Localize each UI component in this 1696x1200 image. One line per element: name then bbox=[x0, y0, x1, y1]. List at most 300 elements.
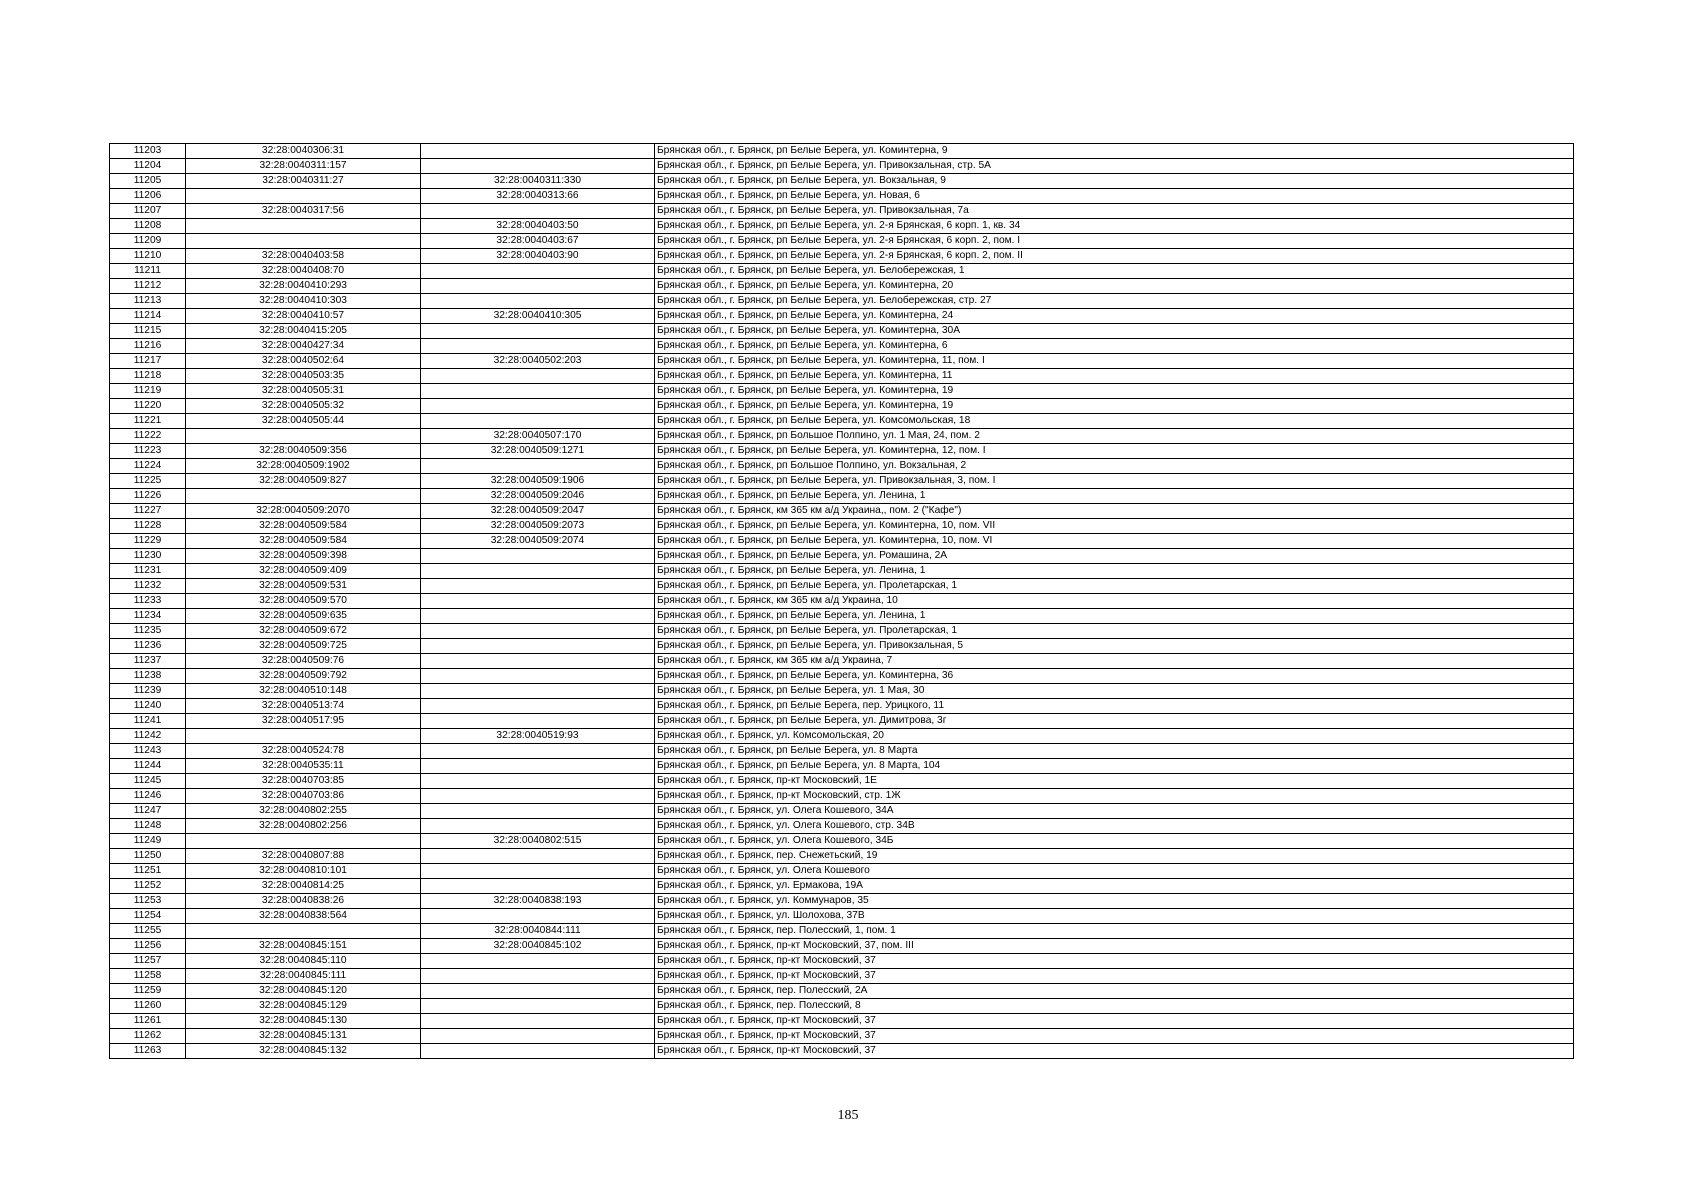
object-cadastral-number-cell bbox=[421, 204, 655, 219]
address-cell: Брянская обл., г. Брянск, рп Большое Полпино, ул. 1 Мая, 24, пом. 2 bbox=[655, 429, 1574, 444]
land-cadastral-number-cell: 32:28:0040845:130 bbox=[186, 1014, 421, 1029]
land-cadastral-number-cell: 32:28:0040535:11 bbox=[186, 759, 421, 774]
land-cadastral-number-cell: 32:28:0040814:25 bbox=[186, 879, 421, 894]
object-cadastral-number-cell: 32:28:0040509:1906 bbox=[421, 474, 655, 489]
object-cadastral-number-cell bbox=[421, 324, 655, 339]
object-cadastral-number-cell bbox=[421, 144, 655, 159]
address-cell: Брянская обл., г. Брянск, пр-кт Московский, 37 bbox=[655, 1044, 1574, 1059]
object-cadastral-number-cell: 32:28:0040802:515 bbox=[421, 834, 655, 849]
table-row bbox=[110, 849, 1574, 864]
row-number-cell: 11229 bbox=[110, 534, 186, 549]
table-row bbox=[110, 909, 1574, 924]
table-row bbox=[110, 324, 1574, 339]
object-cadastral-number-cell bbox=[421, 759, 655, 774]
address-cell: Брянская обл., г. Брянск, км 365 км а/д Украина,, пом. 2 ("Кафе") bbox=[655, 504, 1574, 519]
row-number-cell: 11239 bbox=[110, 684, 186, 699]
table-row bbox=[110, 309, 1574, 324]
address-cell: Брянская обл., г. Брянск, рп Белые Берега, ул. Ленина, 1 bbox=[655, 489, 1574, 504]
address-cell: Брянская обл., г. Брянск, пр-кт Московский, 37 bbox=[655, 969, 1574, 984]
address-cell: Брянская обл., г. Брянск, пр-кт Московский, 37 bbox=[655, 954, 1574, 969]
row-number-cell: 11225 bbox=[110, 474, 186, 489]
address-cell: Брянская обл., г. Брянск, рп Белые Берега, ул. 8 Марта, 104 bbox=[655, 759, 1574, 774]
object-cadastral-number-cell bbox=[421, 909, 655, 924]
land-cadastral-number-cell: 32:28:0040845:132 bbox=[186, 1044, 421, 1059]
object-cadastral-number-cell bbox=[421, 624, 655, 639]
address-cell: Брянская обл., г. Брянск, ул. Олега Кошевого, 34Б bbox=[655, 834, 1574, 849]
land-cadastral-number-cell: 32:28:0040317:56 bbox=[186, 204, 421, 219]
row-number-cell: 11258 bbox=[110, 969, 186, 984]
land-cadastral-number-cell: 32:28:0040509:356 bbox=[186, 444, 421, 459]
address-cell: Брянская обл., г. Брянск, пер. Полесский, 2А bbox=[655, 984, 1574, 999]
land-cadastral-number-cell: 32:28:0040306:31 bbox=[186, 144, 421, 159]
row-number-cell: 11254 bbox=[110, 909, 186, 924]
table-row bbox=[110, 774, 1574, 789]
object-cadastral-number-cell bbox=[421, 1044, 655, 1059]
object-cadastral-number-cell bbox=[421, 654, 655, 669]
object-cadastral-number-cell: 32:28:0040313:66 bbox=[421, 189, 655, 204]
table-row bbox=[110, 759, 1574, 774]
object-cadastral-number-cell: 32:28:0040519:93 bbox=[421, 729, 655, 744]
address-cell: Брянская обл., г. Брянск, ул. Шолохова, 37В bbox=[655, 909, 1574, 924]
address-cell: Брянская обл., г. Брянск, рп Белые Берега, ул. Коминтерна, 10, пом. VII bbox=[655, 519, 1574, 534]
land-cadastral-number-cell bbox=[186, 429, 421, 444]
land-cadastral-number-cell: 32:28:0040509:398 bbox=[186, 549, 421, 564]
land-cadastral-number-cell: 32:28:0040509:1902 bbox=[186, 459, 421, 474]
object-cadastral-number-cell: 32:28:0040403:50 bbox=[421, 219, 655, 234]
address-cell: Брянская обл., г. Брянск, рп Белые Берега, ул. Комсомольская, 18 bbox=[655, 414, 1574, 429]
row-number-cell: 11223 bbox=[110, 444, 186, 459]
address-cell: Брянская обл., г. Брянск, пер. Полесский, 8 bbox=[655, 999, 1574, 1014]
table-row bbox=[110, 594, 1574, 609]
object-cadastral-number-cell bbox=[421, 264, 655, 279]
row-number-cell: 11243 bbox=[110, 744, 186, 759]
object-cadastral-number-cell: 32:28:0040838:193 bbox=[421, 894, 655, 909]
table-row bbox=[110, 534, 1574, 549]
table-row bbox=[110, 279, 1574, 294]
table-row bbox=[110, 669, 1574, 684]
table-row bbox=[110, 354, 1574, 369]
row-number-cell: 11236 bbox=[110, 639, 186, 654]
row-number-cell: 11228 bbox=[110, 519, 186, 534]
land-cadastral-number-cell: 32:28:0040509:792 bbox=[186, 669, 421, 684]
address-cell: Брянская обл., г. Брянск, рп Белые Берега, ул. Коминтерна, 12, пом. I bbox=[655, 444, 1574, 459]
row-number-cell: 11242 bbox=[110, 729, 186, 744]
object-cadastral-number-cell bbox=[421, 384, 655, 399]
row-number-cell: 11206 bbox=[110, 189, 186, 204]
land-cadastral-number-cell: 32:28:0040810:101 bbox=[186, 864, 421, 879]
row-number-cell: 11240 bbox=[110, 699, 186, 714]
object-cadastral-number-cell bbox=[421, 744, 655, 759]
table-row bbox=[110, 159, 1574, 174]
row-number-cell: 11212 bbox=[110, 279, 186, 294]
address-cell: Брянская обл., г. Брянск, рп Белые Берега, ул. 2-я Брянская, 6 корп. 2, пом. II bbox=[655, 249, 1574, 264]
object-cadastral-number-cell bbox=[421, 954, 655, 969]
row-number-cell: 11244 bbox=[110, 759, 186, 774]
row-number-cell: 11230 bbox=[110, 549, 186, 564]
land-cadastral-number-cell: 32:28:0040845:110 bbox=[186, 954, 421, 969]
object-cadastral-number-cell: 32:28:0040403:67 bbox=[421, 234, 655, 249]
address-cell: Брянская обл., г. Брянск, рп Белые Берега, ул. Димитрова, 3г bbox=[655, 714, 1574, 729]
address-cell: Брянская обл., г. Брянск, рп Белые Берега, ул. Привокзальная, 3, пом. I bbox=[655, 474, 1574, 489]
land-cadastral-number-cell: 32:28:0040410:303 bbox=[186, 294, 421, 309]
object-cadastral-number-cell bbox=[421, 639, 655, 654]
address-cell: Брянская обл., г. Брянск, рп Белые Берега, ул. 2-я Брянская, 6 корп. 2, пом. I bbox=[655, 234, 1574, 249]
object-cadastral-number-cell: 32:28:0040509:2047 bbox=[421, 504, 655, 519]
table-row bbox=[110, 369, 1574, 384]
object-cadastral-number-cell bbox=[421, 579, 655, 594]
row-number-cell: 11253 bbox=[110, 894, 186, 909]
land-cadastral-number-cell: 32:28:0040838:564 bbox=[186, 909, 421, 924]
object-cadastral-number-cell bbox=[421, 669, 655, 684]
object-cadastral-number-cell bbox=[421, 969, 655, 984]
row-number-cell: 11226 bbox=[110, 489, 186, 504]
table-row bbox=[110, 249, 1574, 264]
object-cadastral-number-cell bbox=[421, 1029, 655, 1044]
row-number-cell: 11216 bbox=[110, 339, 186, 354]
table-row bbox=[110, 144, 1574, 159]
table-row bbox=[110, 954, 1574, 969]
land-cadastral-number-cell: 32:28:0040502:64 bbox=[186, 354, 421, 369]
address-cell: Брянская обл., г. Брянск, рп Белые Берега, ул. Привокзальная, 7а bbox=[655, 204, 1574, 219]
object-cadastral-number-cell: 32:28:0040403:90 bbox=[421, 249, 655, 264]
object-cadastral-number-cell bbox=[421, 804, 655, 819]
object-cadastral-number-cell bbox=[421, 159, 655, 174]
table-row bbox=[110, 924, 1574, 939]
table-row bbox=[110, 294, 1574, 309]
table-row bbox=[110, 519, 1574, 534]
row-number-cell: 11227 bbox=[110, 504, 186, 519]
address-cell: Брянская обл., г. Брянск, ул. Олега Кошевого, стр. 34В bbox=[655, 819, 1574, 834]
row-number-cell: 11246 bbox=[110, 789, 186, 804]
land-cadastral-number-cell: 32:28:0040703:86 bbox=[186, 789, 421, 804]
address-cell: Брянская обл., г. Брянск, рп Белые Берега, ул. Пролетарская, 1 bbox=[655, 624, 1574, 639]
address-cell: Брянская обл., г. Брянск, рп Большое Полпино, ул. Вокзальная, 2 bbox=[655, 459, 1574, 474]
row-number-cell: 11210 bbox=[110, 249, 186, 264]
row-number-cell: 11247 bbox=[110, 804, 186, 819]
table-row bbox=[110, 414, 1574, 429]
row-number-cell: 11249 bbox=[110, 834, 186, 849]
object-cadastral-number-cell bbox=[421, 774, 655, 789]
address-cell: Брянская обл., г. Брянск, рп Белые Берега, ул. Вокзальная, 9 bbox=[655, 174, 1574, 189]
table-row bbox=[110, 999, 1574, 1014]
object-cadastral-number-cell: 32:28:0040502:203 bbox=[421, 354, 655, 369]
table-row bbox=[110, 684, 1574, 699]
land-cadastral-number-cell: 32:28:0040802:256 bbox=[186, 819, 421, 834]
row-number-cell: 11209 bbox=[110, 234, 186, 249]
address-cell: Брянская обл., г. Брянск, рп Белые Берега, ул. 2-я Брянская, 6 корп. 1, кв. 34 bbox=[655, 219, 1574, 234]
land-cadastral-number-cell: 32:28:0040517:95 bbox=[186, 714, 421, 729]
land-cadastral-number-cell: 32:28:0040509:76 bbox=[186, 654, 421, 669]
table-row bbox=[110, 609, 1574, 624]
address-cell: Брянская обл., г. Брянск, пер. Полесский, 1, пом. 1 bbox=[655, 924, 1574, 939]
table-row bbox=[110, 969, 1574, 984]
row-number-cell: 11245 bbox=[110, 774, 186, 789]
address-cell: Брянская обл., г. Брянск, рп Белые Берега, ул. Пролетарская, 1 bbox=[655, 579, 1574, 594]
row-number-cell: 11222 bbox=[110, 429, 186, 444]
table-row bbox=[110, 189, 1574, 204]
address-cell: Брянская обл., г. Брянск, рп Белые Берега, ул. Белобережская, 1 bbox=[655, 264, 1574, 279]
address-cell: Брянская обл., г. Брянск, рп Белые Берега, ул. Привокзальная, 5 bbox=[655, 639, 1574, 654]
address-cell: Брянская обл., г. Брянск, рп Белые Берега, ул. Коминтерна, 20 bbox=[655, 279, 1574, 294]
land-cadastral-number-cell: 32:28:0040510:148 bbox=[186, 684, 421, 699]
table-row bbox=[110, 549, 1574, 564]
object-cadastral-number-cell bbox=[421, 564, 655, 579]
land-cadastral-number-cell: 32:28:0040509:672 bbox=[186, 624, 421, 639]
object-cadastral-number-cell: 32:28:0040845:102 bbox=[421, 939, 655, 954]
land-cadastral-number-cell bbox=[186, 219, 421, 234]
row-number-cell: 11205 bbox=[110, 174, 186, 189]
land-cadastral-number-cell: 32:28:0040410:57 bbox=[186, 309, 421, 324]
land-cadastral-number-cell: 32:28:0040509:570 bbox=[186, 594, 421, 609]
address-cell: Брянская обл., г. Брянск, пр-кт Московский, 1Е bbox=[655, 774, 1574, 789]
address-cell: Брянская обл., г. Брянск, рп Белые Берега, ул. Ленина, 1 bbox=[655, 609, 1574, 624]
row-number-cell: 11233 bbox=[110, 594, 186, 609]
row-number-cell: 11238 bbox=[110, 669, 186, 684]
row-number-cell: 11203 bbox=[110, 144, 186, 159]
land-cadastral-number-cell bbox=[186, 729, 421, 744]
object-cadastral-number-cell: 32:28:0040844:111 bbox=[421, 924, 655, 939]
row-number-cell: 11224 bbox=[110, 459, 186, 474]
object-cadastral-number-cell bbox=[421, 459, 655, 474]
address-cell: Брянская обл., г. Брянск, рп Белые Берега, ул. Коминтерна, 36 bbox=[655, 669, 1574, 684]
land-cadastral-number-cell: 32:28:0040703:85 bbox=[186, 774, 421, 789]
table-row bbox=[110, 834, 1574, 849]
land-cadastral-number-cell bbox=[186, 234, 421, 249]
table-row bbox=[110, 264, 1574, 279]
table-row bbox=[110, 939, 1574, 954]
table-row bbox=[110, 444, 1574, 459]
address-cell: Брянская обл., г. Брянск, ул. Олега Кошевого, 34А bbox=[655, 804, 1574, 819]
table-row bbox=[110, 219, 1574, 234]
address-cell: Брянская обл., г. Брянск, рп Белые Берега, ул. Ленина, 1 bbox=[655, 564, 1574, 579]
land-cadastral-number-cell: 32:28:0040505:32 bbox=[186, 399, 421, 414]
land-cadastral-number-cell: 32:28:0040524:78 bbox=[186, 744, 421, 759]
table-row bbox=[110, 579, 1574, 594]
row-number-cell: 11208 bbox=[110, 219, 186, 234]
table-row bbox=[110, 1029, 1574, 1044]
row-number-cell: 11234 bbox=[110, 609, 186, 624]
table-row bbox=[110, 204, 1574, 219]
table-row bbox=[110, 984, 1574, 999]
table-row bbox=[110, 624, 1574, 639]
address-cell: Брянская обл., г. Брянск, рп Белые Берега, ул. Коминтерна, 6 bbox=[655, 339, 1574, 354]
table-row bbox=[110, 174, 1574, 189]
address-cell: Брянская обл., г. Брянск, рп Белые Берега, ул. Привокзальная, стр. 5А bbox=[655, 159, 1574, 174]
land-cadastral-number-cell: 32:28:0040505:44 bbox=[186, 414, 421, 429]
address-cell: Брянская обл., г. Брянск, рп Белые Берега, ул. Ромашина, 2А bbox=[655, 549, 1574, 564]
table-row bbox=[110, 489, 1574, 504]
row-number-cell: 11255 bbox=[110, 924, 186, 939]
row-number-cell: 11231 bbox=[110, 564, 186, 579]
registry-table-body bbox=[110, 144, 1574, 1059]
address-cell: Брянская обл., г. Брянск, пер. Снежетьский, 19 bbox=[655, 849, 1574, 864]
table-row bbox=[110, 654, 1574, 669]
land-cadastral-number-cell: 32:28:0040845:151 bbox=[186, 939, 421, 954]
row-number-cell: 11259 bbox=[110, 984, 186, 999]
address-cell: Брянская обл., г. Брянск, рп Белые Берега, ул. Белобережская, стр. 27 bbox=[655, 294, 1574, 309]
row-number-cell: 11218 bbox=[110, 369, 186, 384]
object-cadastral-number-cell bbox=[421, 594, 655, 609]
land-cadastral-number-cell bbox=[186, 924, 421, 939]
land-cadastral-number-cell: 32:28:0040807:88 bbox=[186, 849, 421, 864]
table-row bbox=[110, 894, 1574, 909]
row-number-cell: 11237 bbox=[110, 654, 186, 669]
land-cadastral-number-cell: 32:28:0040509:584 bbox=[186, 534, 421, 549]
land-cadastral-number-cell bbox=[186, 489, 421, 504]
table-row bbox=[110, 504, 1574, 519]
page-number: 185 bbox=[837, 1108, 859, 1123]
row-number-cell: 11204 bbox=[110, 159, 186, 174]
object-cadastral-number-cell bbox=[421, 294, 655, 309]
address-cell: Брянская обл., г. Брянск, рп Белые Берега, пер. Урицкого, 11 bbox=[655, 699, 1574, 714]
object-cadastral-number-cell bbox=[421, 819, 655, 834]
address-cell: Брянская обл., г. Брянск, пр-кт Московский, стр. 1Ж bbox=[655, 789, 1574, 804]
object-cadastral-number-cell bbox=[421, 699, 655, 714]
table-row bbox=[110, 459, 1574, 474]
address-cell: Брянская обл., г. Брянск, км 365 км а/д Украина, 7 bbox=[655, 654, 1574, 669]
land-cadastral-number-cell bbox=[186, 834, 421, 849]
object-cadastral-number-cell bbox=[421, 684, 655, 699]
address-cell: Брянская обл., г. Брянск, рп Белые Берега, ул. Новая, 6 bbox=[655, 189, 1574, 204]
land-cadastral-number-cell: 32:28:0040845:120 bbox=[186, 984, 421, 999]
land-cadastral-number-cell: 32:28:0040415:205 bbox=[186, 324, 421, 339]
object-cadastral-number-cell bbox=[421, 609, 655, 624]
land-cadastral-number-cell: 32:28:0040427:34 bbox=[186, 339, 421, 354]
row-number-cell: 11248 bbox=[110, 819, 186, 834]
table-row bbox=[110, 804, 1574, 819]
address-cell: Брянская обл., г. Брянск, рп Белые Берега, ул. Коминтерна, 11 bbox=[655, 369, 1574, 384]
address-cell: Брянская обл., г. Брянск, рп Белые Берега, ул. Коминтерна, 10, пом. VI bbox=[655, 534, 1574, 549]
land-cadastral-number-cell: 32:28:0040845:111 bbox=[186, 969, 421, 984]
table-row bbox=[110, 564, 1574, 579]
row-number-cell: 11252 bbox=[110, 879, 186, 894]
table-row bbox=[110, 789, 1574, 804]
row-number-cell: 11220 bbox=[110, 399, 186, 414]
land-cadastral-number-cell: 32:28:0040802:255 bbox=[186, 804, 421, 819]
table-row bbox=[110, 714, 1574, 729]
address-cell: Брянская обл., г. Брянск, пр-кт Московский, 37 bbox=[655, 1014, 1574, 1029]
object-cadastral-number-cell bbox=[421, 984, 655, 999]
row-number-cell: 11260 bbox=[110, 999, 186, 1014]
land-cadastral-number-cell: 32:28:0040845:131 bbox=[186, 1029, 421, 1044]
row-number-cell: 11232 bbox=[110, 579, 186, 594]
object-cadastral-number-cell: 32:28:0040509:2073 bbox=[421, 519, 655, 534]
row-number-cell: 11207 bbox=[110, 204, 186, 219]
land-cadastral-number-cell: 32:28:0040513:74 bbox=[186, 699, 421, 714]
object-cadastral-number-cell bbox=[421, 369, 655, 384]
land-cadastral-number-cell: 32:28:0040845:129 bbox=[186, 999, 421, 1014]
registry-table bbox=[109, 143, 1574, 1059]
row-number-cell: 11263 bbox=[110, 1044, 186, 1059]
table-row bbox=[110, 699, 1574, 714]
land-cadastral-number-cell: 32:28:0040509:635 bbox=[186, 609, 421, 624]
table-row bbox=[110, 729, 1574, 744]
object-cadastral-number-cell: 32:28:0040509:1271 bbox=[421, 444, 655, 459]
row-number-cell: 11250 bbox=[110, 849, 186, 864]
row-number-cell: 11215 bbox=[110, 324, 186, 339]
table-row bbox=[110, 234, 1574, 249]
row-number-cell: 11211 bbox=[110, 264, 186, 279]
table-row bbox=[110, 819, 1574, 834]
row-number-cell: 11256 bbox=[110, 939, 186, 954]
address-cell: Брянская обл., г. Брянск, рп Белые Берега, ул. Коминтерна, 9 bbox=[655, 144, 1574, 159]
object-cadastral-number-cell: 32:28:0040509:2046 bbox=[421, 489, 655, 504]
land-cadastral-number-cell: 32:28:0040509:2070 bbox=[186, 504, 421, 519]
table-row bbox=[110, 399, 1574, 414]
address-cell: Брянская обл., г. Брянск, км 365 км а/д Украина, 10 bbox=[655, 594, 1574, 609]
land-cadastral-number-cell: 32:28:0040509:584 bbox=[186, 519, 421, 534]
land-cadastral-number-cell: 32:28:0040509:409 bbox=[186, 564, 421, 579]
land-cadastral-number-cell: 32:28:0040410:293 bbox=[186, 279, 421, 294]
table-row bbox=[110, 429, 1574, 444]
row-number-cell: 11235 bbox=[110, 624, 186, 639]
object-cadastral-number-cell bbox=[421, 864, 655, 879]
object-cadastral-number-cell bbox=[421, 339, 655, 354]
row-number-cell: 11217 bbox=[110, 354, 186, 369]
address-cell: Брянская обл., г. Брянск, пр-кт Московский, 37 bbox=[655, 1029, 1574, 1044]
table-row bbox=[110, 879, 1574, 894]
table-row bbox=[110, 384, 1574, 399]
row-number-cell: 11219 bbox=[110, 384, 186, 399]
object-cadastral-number-cell bbox=[421, 399, 655, 414]
object-cadastral-number-cell bbox=[421, 879, 655, 894]
land-cadastral-number-cell: 32:28:0040505:31 bbox=[186, 384, 421, 399]
address-cell: Брянская обл., г. Брянск, рп Белые Берега, ул. 1 Мая, 30 bbox=[655, 684, 1574, 699]
object-cadastral-number-cell bbox=[421, 1014, 655, 1029]
land-cadastral-number-cell: 32:28:0040403:58 bbox=[186, 249, 421, 264]
table-row bbox=[110, 474, 1574, 489]
land-cadastral-number-cell: 32:28:0040311:157 bbox=[186, 159, 421, 174]
row-number-cell: 11262 bbox=[110, 1029, 186, 1044]
address-cell: Брянская обл., г. Брянск, рп Белые Берега, ул. Коминтерна, 19 bbox=[655, 399, 1574, 414]
address-cell: Брянская обл., г. Брянск, рп Белые Берега, ул. Коминтерна, 19 bbox=[655, 384, 1574, 399]
land-cadastral-number-cell: 32:28:0040509:827 bbox=[186, 474, 421, 489]
address-cell: Брянская обл., г. Брянск, ул. Коммунаров, 35 bbox=[655, 894, 1574, 909]
object-cadastral-number-cell bbox=[421, 414, 655, 429]
row-number-cell: 11221 bbox=[110, 414, 186, 429]
object-cadastral-number-cell bbox=[421, 789, 655, 804]
land-cadastral-number-cell: 32:28:0040509:531 bbox=[186, 579, 421, 594]
row-number-cell: 11213 bbox=[110, 294, 186, 309]
table-row bbox=[110, 744, 1574, 759]
address-cell: Брянская обл., г. Брянск, ул. Ермакова, 19А bbox=[655, 879, 1574, 894]
object-cadastral-number-cell bbox=[421, 714, 655, 729]
table-row bbox=[110, 1044, 1574, 1059]
object-cadastral-number-cell bbox=[421, 279, 655, 294]
object-cadastral-number-cell: 32:28:0040509:2074 bbox=[421, 534, 655, 549]
land-cadastral-number-cell: 32:28:0040509:725 bbox=[186, 639, 421, 654]
object-cadastral-number-cell: 32:28:0040410:305 bbox=[421, 309, 655, 324]
table-row bbox=[110, 1014, 1574, 1029]
object-cadastral-number-cell bbox=[421, 849, 655, 864]
address-cell: Брянская обл., г. Брянск, пр-кт Московский, 37, пом. III bbox=[655, 939, 1574, 954]
row-number-cell: 11261 bbox=[110, 1014, 186, 1029]
object-cadastral-number-cell bbox=[421, 999, 655, 1014]
table-row bbox=[110, 339, 1574, 354]
address-cell: Брянская обл., г. Брянск, ул. Комсомольская, 20 bbox=[655, 729, 1574, 744]
row-number-cell: 11241 bbox=[110, 714, 186, 729]
row-number-cell: 11251 bbox=[110, 864, 186, 879]
table-row bbox=[110, 639, 1574, 654]
land-cadastral-number-cell bbox=[186, 189, 421, 204]
row-number-cell: 11214 bbox=[110, 309, 186, 324]
address-cell: Брянская обл., г. Брянск, рп Белые Берега, ул. Коминтерна, 11, пом. I bbox=[655, 354, 1574, 369]
object-cadastral-number-cell: 32:28:0040311:330 bbox=[421, 174, 655, 189]
object-cadastral-number-cell bbox=[421, 549, 655, 564]
address-cell: Брянская обл., г. Брянск, рп Белые Берега, ул. Коминтерна, 24 bbox=[655, 309, 1574, 324]
land-cadastral-number-cell: 32:28:0040838:26 bbox=[186, 894, 421, 909]
land-cadastral-number-cell: 32:28:0040503:35 bbox=[186, 369, 421, 384]
